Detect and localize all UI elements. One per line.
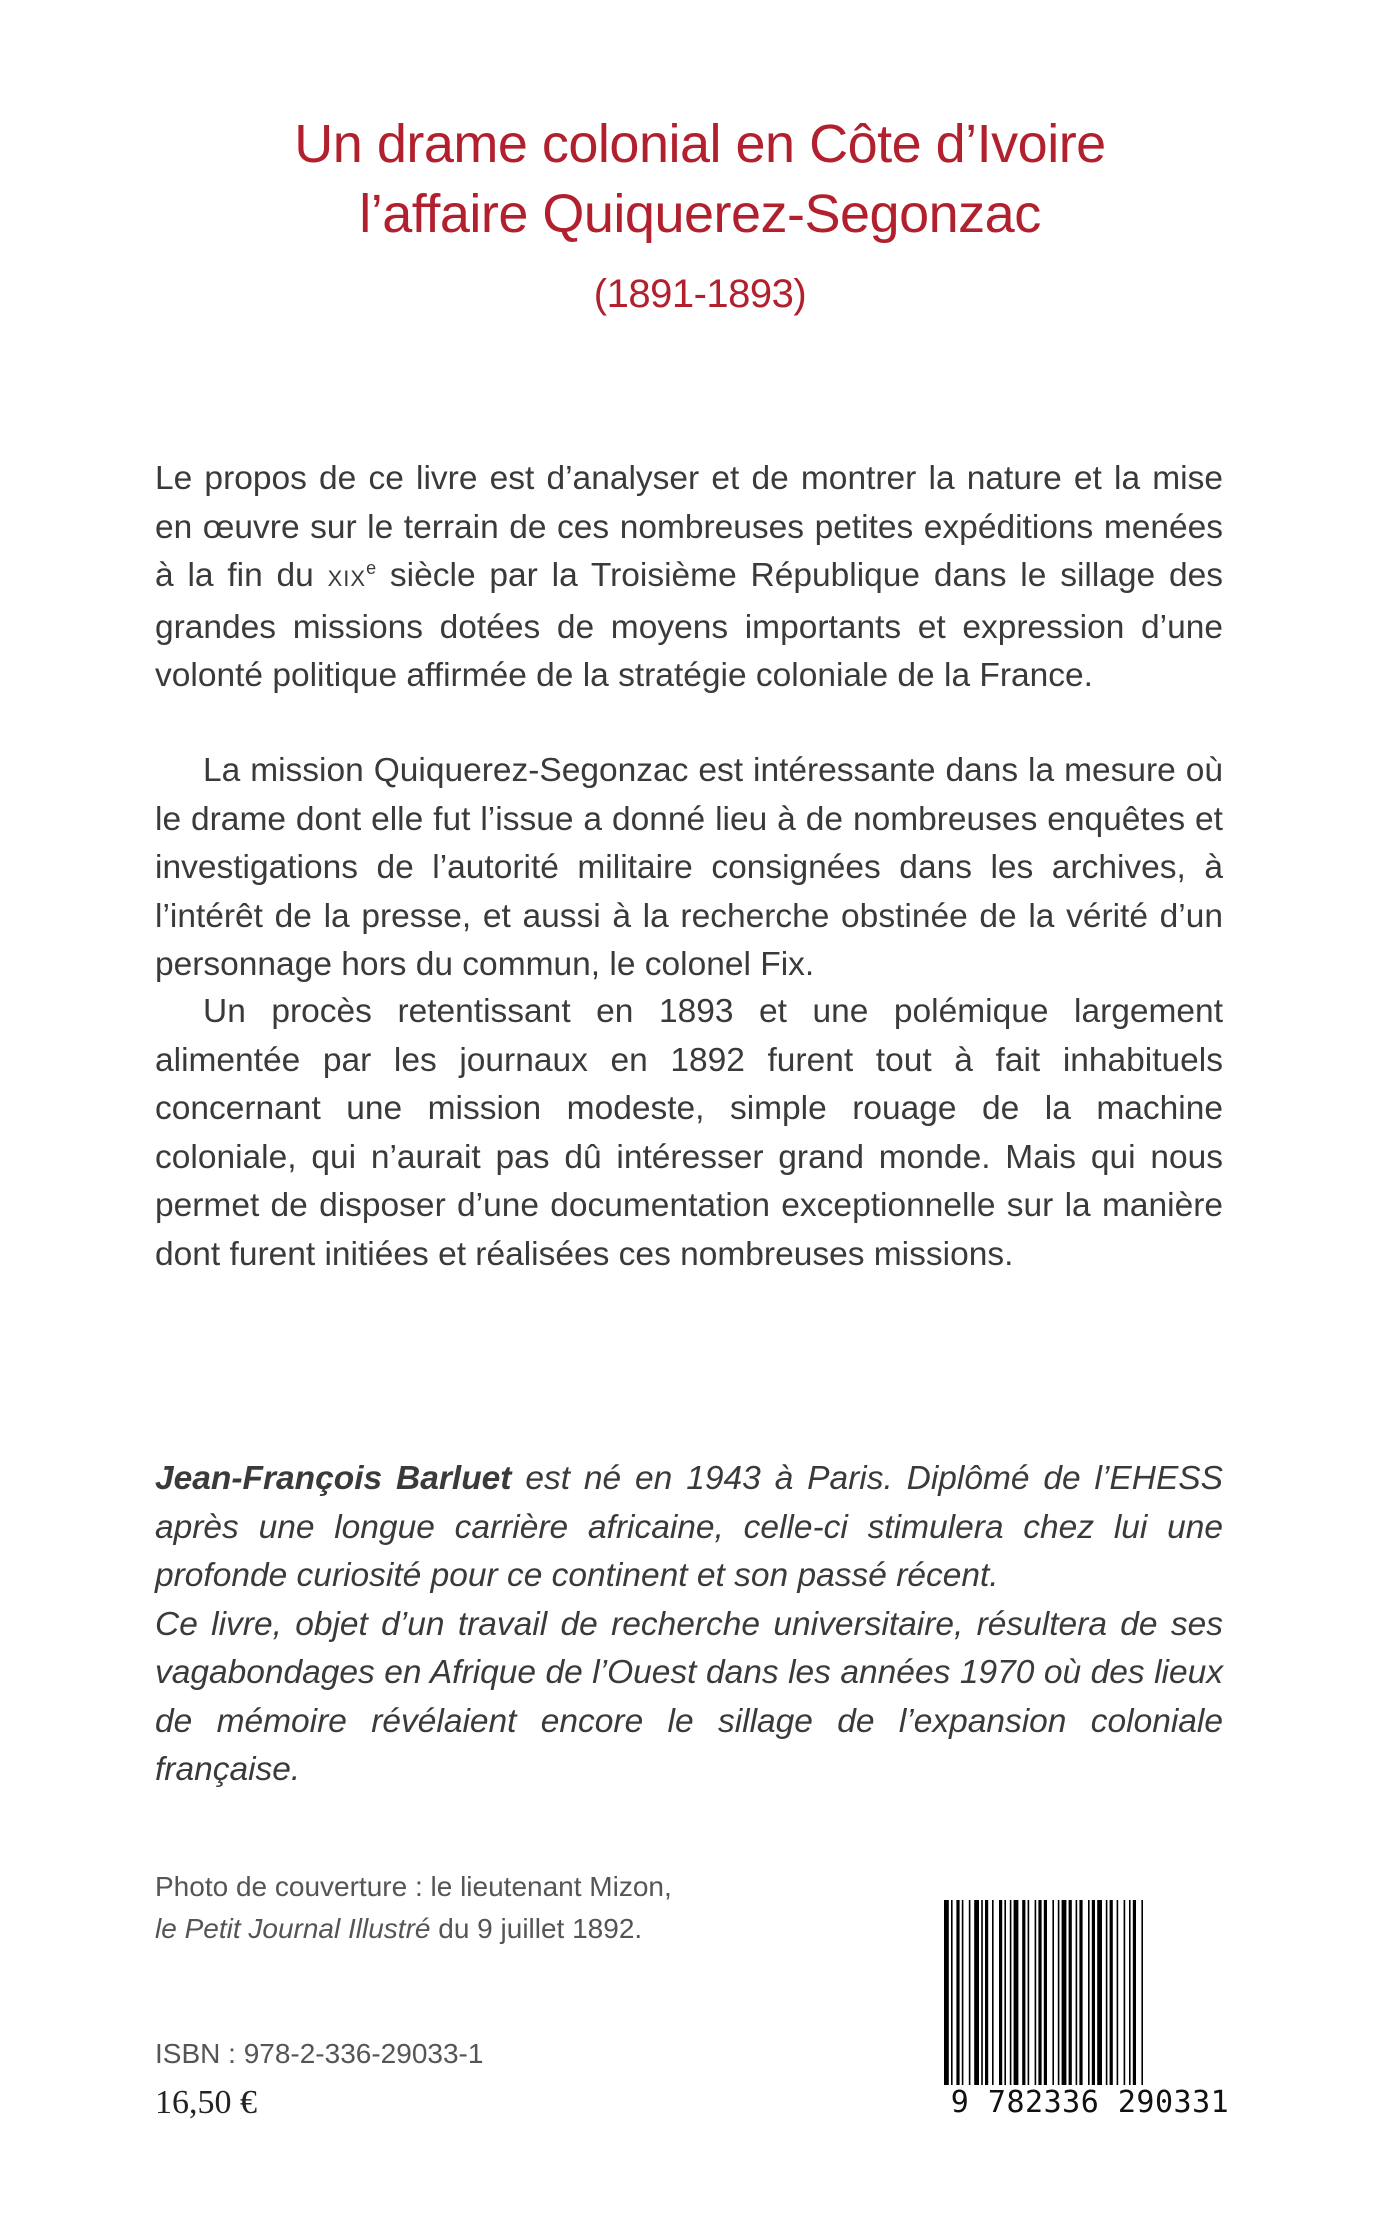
barcode-bar [1069, 1900, 1072, 2085]
barcode-bar [1038, 1900, 1041, 2085]
cover-photo-credit [155, 1866, 672, 1950]
barcode-bar [1076, 1900, 1078, 2085]
barcode-bar [1010, 1900, 1012, 2085]
barcode-bar [944, 1900, 949, 2085]
summary-p1-start: Le propos de ce livre est d’analyser et de montrer la nature et la mise en œuvre sur le terrain de ces nombreuses petites expéditions menées à la fin du [155, 460, 1223, 594]
credit-line-2 [155, 1908, 672, 1950]
summary-p3-text: Un procès retentissant en 1893 et une polémique largement alimentée par les journaux en 1892 furent tout à fait inhabituels concernant une mission modeste, simple rouage de la machine coloniale, qui n’aurait pas dû intéresser grand monde. Mais qui nous permet de disposer d’une documentation exceptionnelle sur la manière dont furent initiées et réalisées ces nombreuses missions. [155, 993, 1223, 1273]
barcode-bar [1106, 1900, 1108, 2085]
summary-p1-end: siècle par la Troisième République dans le sillage des grandes missions dotées de moyens importants et expression d’une volonté politique affirmée de la stratégie coloniale de la France. [155, 557, 1224, 694]
barcode-bar [1110, 1900, 1113, 2085]
author-bio-text-1: est né en 1943 à Paris. Diplômé de l’EHESS après une longue carrière africaine, celle-ci stimulera chez lui une profonde curiosité pour ce continent et son passé récent. [155, 1460, 1223, 1594]
barcode-bar [974, 1900, 979, 2085]
price: 16,50 € [155, 2084, 257, 2121]
isbn: ISBN : 978-2-336-29033-1 [155, 2038, 484, 2069]
barcode-bar [1058, 1900, 1060, 2085]
barcode-bar [1052, 1900, 1054, 2085]
book-title-line-1: Un drame colonial en Côte d’Ivoire [294, 114, 1106, 174]
summary-p2-text: La mission Quiquerez-Segonzac est intéressante dans la mesure où le drame dont elle fut l’issue a donné lieu à de nombreuses enquêtes et investigations de l’autorité militaire consignées dans les archives, à l’intérêt de la presse, et aussi à la recherche obstinée de la vérité d’un personnage hors du commun, le colonel Fix. [155, 752, 1223, 983]
century-numeral: XIX [327, 566, 367, 591]
summary-paragraph-2 [155, 747, 1223, 990]
barcode-bar [1062, 1900, 1067, 2085]
barcode-bar [1129, 1900, 1131, 2085]
barcode-bar [1124, 1900, 1126, 2085]
barcode-bar [969, 1900, 971, 2085]
credit-publication: le Petit Journal Illustré [155, 1913, 431, 1944]
barcode-bar [1141, 1900, 1143, 2085]
barcode-bar [1014, 1900, 1019, 2085]
barcode-bar [999, 1900, 1002, 2085]
barcode-bar [1035, 1900, 1037, 2085]
barcode-bar [1097, 1900, 1102, 2085]
barcode-bar [1022, 1900, 1025, 2085]
barcode-bar [1079, 1900, 1082, 2085]
credit-line-1: Photo de couverture : le lieutenant Mizon, [155, 1871, 672, 1902]
barcode-bar [992, 1900, 994, 2085]
barcode-bar [1044, 1900, 1047, 2085]
barcode-digits: 9 782336 290331 [940, 2085, 1240, 2120]
credit-date: du 9 juillet 1892. [430, 1913, 643, 1944]
summary-paragraph-3 [155, 988, 1223, 1279]
book-title-dates: (1891-1893) [593, 272, 807, 316]
barcode-bar [1088, 1900, 1090, 2085]
author-bio [155, 1455, 1223, 1795]
barcode-bar [1028, 1900, 1030, 2085]
barcode-bar [962, 1900, 964, 2085]
barcode-bar [1117, 1900, 1119, 2085]
barcode-bar [956, 1900, 959, 2085]
author-bio-text-2: Ce livre, objet d’un travail de recherche universitaire, résultera de ses vagabondages en Afrique de l’Ouest dans les années 1970 où des lieux de mémoire révélaient encore le sillage de l’expansion coloniale française. [155, 1605, 1223, 1788]
barcode-bar [985, 1900, 988, 2085]
barcode-bar [981, 1900, 983, 2085]
barcode-bar [951, 1900, 953, 2085]
barcode-bar [1092, 1900, 1095, 2085]
barcode-bar [1004, 1900, 1006, 2085]
barcode-bar [1133, 1900, 1136, 2085]
book-title-line-2: l’affaire Quiquerez-Segonzac [359, 184, 1041, 244]
author-name: Jean-François Barluet [155, 1460, 512, 1497]
summary-paragraph-1 [155, 455, 1223, 701]
century-superscript: e [366, 557, 377, 578]
